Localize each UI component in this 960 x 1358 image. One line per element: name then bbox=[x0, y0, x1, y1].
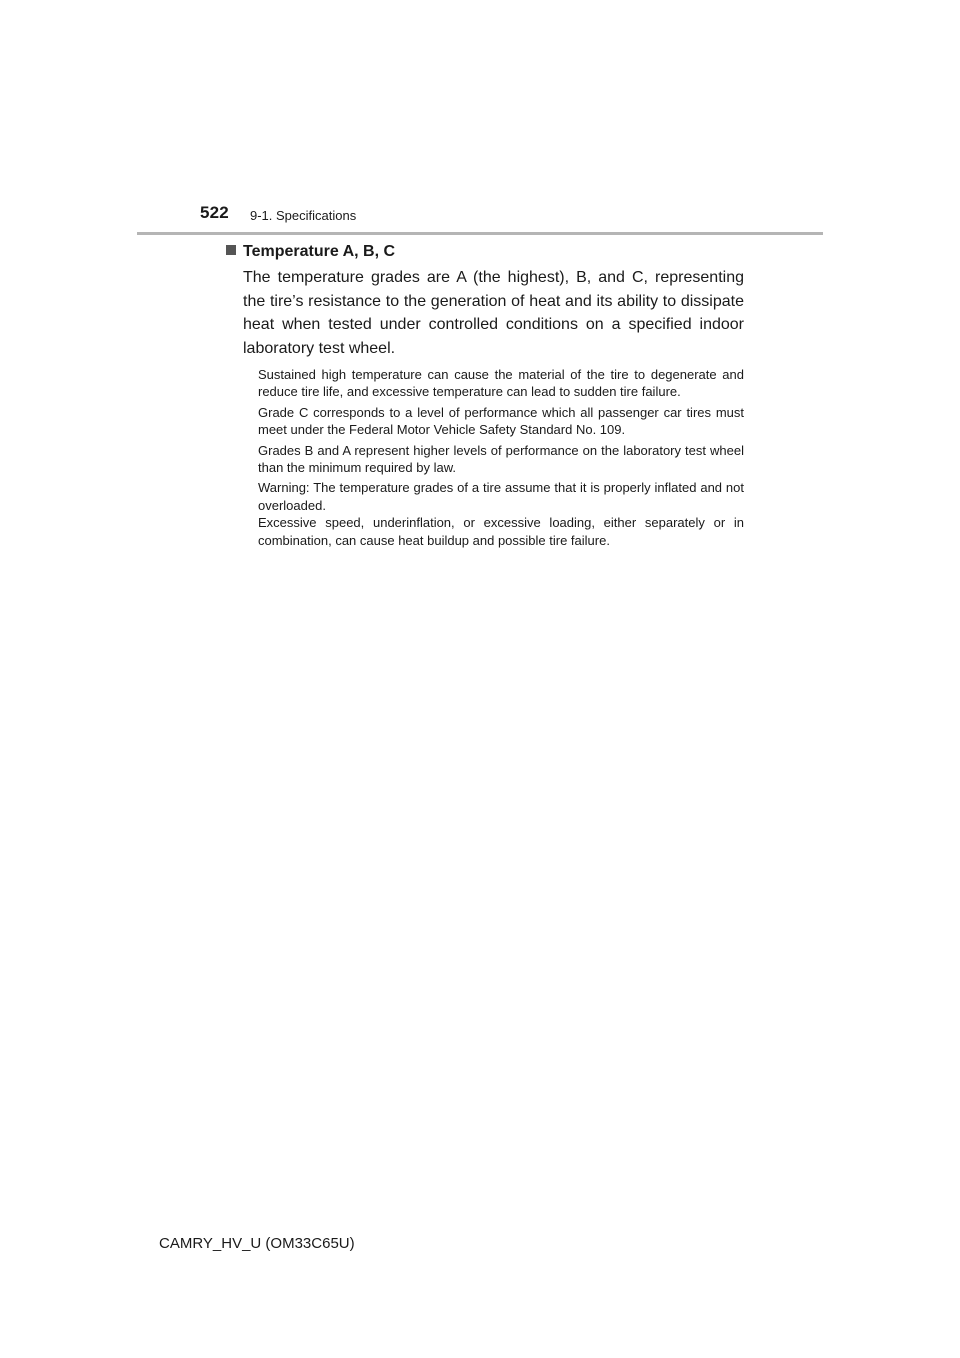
section-heading bbox=[226, 243, 395, 261]
section-label: 9-1. Specifications bbox=[250, 208, 357, 223]
footer-doc-code: CAMRY_HV_U (OM33C65U) bbox=[159, 1235, 355, 1252]
note-paragraph: Grade C corresponds to a level of performance which all passenger car tires must meet under the Federal Motor Vehicle Safety Standard No. 109. bbox=[258, 404, 744, 438]
heading-text: Temperature A, B, C bbox=[243, 243, 396, 260]
warning-line: Excessive speed, underinflation, or excessive loading, either separately or in combination, can cause heat buildup and possible tire failure. bbox=[258, 515, 744, 548]
notes-block bbox=[258, 366, 744, 552]
square-bullet-icon bbox=[226, 245, 236, 255]
intro-paragraph: The temperature grades are A (the highest), B, and C, representing the tire’s resistance to the generation of heat and its ability to dissipate heat when tested under controlled conditions on a specified indoor laboratory test wheel. bbox=[243, 269, 744, 357]
header-rule bbox=[137, 232, 823, 235]
note-paragraph: Grades B and A represent higher levels of performance on the laboratory test wheel than the minimum required by law. bbox=[258, 442, 744, 476]
page-number: 522 bbox=[200, 203, 229, 222]
warning-line: Warning: The temperature grades of a tire assume that it is properly inflated and not overloaded. bbox=[258, 480, 744, 513]
note-paragraph: Sustained high temperature can cause the material of the tire to degenerate and reduce tire life, and excessive temperature can lead to sudden tire failure. bbox=[258, 367, 744, 400]
warning-paragraph bbox=[258, 479, 744, 549]
